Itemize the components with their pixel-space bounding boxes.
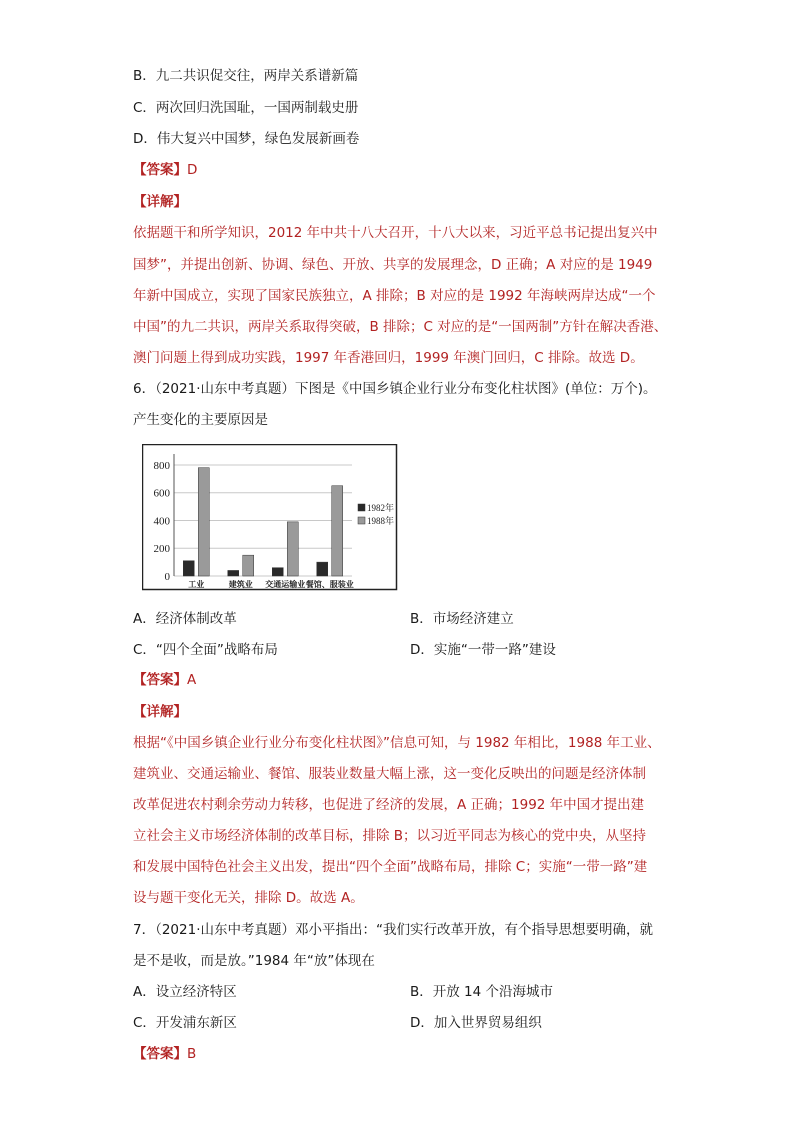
answer-value: A [187, 672, 197, 688]
q5-explain-line: 国梦”，并提出创新、协调、绿色、开放、共享的发展理念，D 正确；A 对应的是 1949 [133, 257, 653, 273]
q7-option-c: C．开发浦东新区 [133, 1015, 237, 1031]
answer-label: 【答案】 [133, 672, 187, 688]
q6-explain-line: 改革促进农村剩余劳动力转移，也促进了经济的发展，A 正确；1992 年中国才提出建 [133, 797, 645, 813]
y-tick-label: 200 [153, 543, 170, 556]
legend-label: 1982年 [367, 503, 395, 513]
answer-label: 【答案】 [133, 162, 187, 178]
legend-swatch [358, 517, 365, 524]
answer-value: D [187, 162, 198, 178]
x-tick-label: 交通运输业 [265, 580, 306, 589]
bar [287, 522, 298, 576]
bar [332, 486, 343, 576]
x-tick-label: 建筑业 [228, 580, 253, 589]
q7-stem: 7．（2021·山东中考真题）邓小平指出：“我们实行改革开放，有个指导思想要明确，就 [133, 922, 653, 938]
q6-answer [133, 670, 196, 690]
q6-option-c: C．“四个全面”战略布局 [133, 642, 278, 658]
x-tick-label: 餐馆、服装业 [305, 580, 354, 589]
q6-explain-line: 立社会主义市场经济体制的改革目标，排除 B；以习近平同志为核心的党中央，从坚持 [133, 828, 647, 844]
y-tick-label: 400 [153, 515, 170, 528]
q6-stem: 6．（2021·山东中考真题）下图是《中国乡镇企业行业分布变化柱状图》(单位：万个)。 [133, 381, 657, 397]
q6-explain-line: 建筑业、交通运输业、餐馆、服装业数量大幅上涨，这一变化反映出的问题是经济体制 [133, 766, 646, 782]
q5-explain-line: 澳门问题上得到成功实践，1997 年香港回归，1999 年澳门回归，C 排除。故选 D。 [133, 350, 644, 366]
q6-option-a: A．经济体制改革 [133, 611, 237, 627]
q6-explain-line: 设与题干变化无关，排除 D。故选 A。 [133, 890, 364, 906]
bar [317, 562, 328, 576]
q5-option-b: B．九二共识促交往，两岸关系谱新篇 [133, 68, 359, 84]
legend-swatch [358, 504, 365, 511]
q6-detail-label: 【详解】 [133, 704, 187, 720]
bar [272, 568, 283, 576]
q6-explain-line: 根据“《中国乡镇企业行业分布变化柱状图》”信息可知，与 1982 年相比，1988 年工业、 [133, 735, 661, 751]
bar [198, 468, 209, 576]
q7-option-d: D．加入世界贸易组织 [410, 1015, 542, 1031]
bar [228, 570, 239, 576]
q5-option-c: C．两次回归洗国耻，一国两制载史册 [133, 100, 359, 116]
y-tick-label: 800 [153, 459, 170, 472]
legend-label: 1988年 [367, 516, 395, 526]
answer-value: B [187, 1046, 197, 1062]
q7-answer [133, 1044, 196, 1064]
q5-explain-line: 年新中国成立，实现了国家民族独立，A 排除；B 对应的是 1992 年海峡两岸达成“一个 [133, 288, 656, 304]
q5-explain-line: 中国”的九二共识，两岸关系取得突破，B 排除；C 对应的是“一国两制”方针在解决香港、 [133, 319, 668, 335]
q6-stem-cont: 产生变化的主要原因是 [133, 412, 268, 428]
q5-answer [133, 160, 197, 180]
q6-option-d: D．实施“一带一路”建设 [410, 642, 556, 658]
bar [243, 555, 254, 576]
y-tick-label: 600 [153, 487, 170, 500]
q6-explain-line: 和发展中国特色社会主义出发，提出“四个全面”战略布局，排除 C；实施“一带一路”建 [133, 859, 648, 875]
bar-chart [142, 444, 400, 592]
q7-option-a: A．设立经济特区 [133, 984, 237, 1000]
q7-stem-cont: 是不是收，而是放。”1984 年“放”体现在 [133, 953, 375, 969]
bar [183, 561, 194, 576]
answer-label: 【答案】 [133, 1046, 187, 1062]
q5-option-d: D．伟大复兴中国梦，绿色发展新画卷 [133, 131, 360, 147]
y-tick-label: 0 [164, 571, 170, 583]
q5-detail-label: 【详解】 [133, 194, 187, 210]
x-tick-label: 工业 [188, 580, 205, 589]
q5-explain-line: 依据题干和所学知识，2012 年中共十八大召开，十八大以来，习近平总书记提出复兴中 [133, 225, 658, 241]
q7-option-b: B．开放 14 个沿海城市 [410, 984, 554, 1000]
q6-option-b: B．市场经济建立 [410, 611, 514, 627]
